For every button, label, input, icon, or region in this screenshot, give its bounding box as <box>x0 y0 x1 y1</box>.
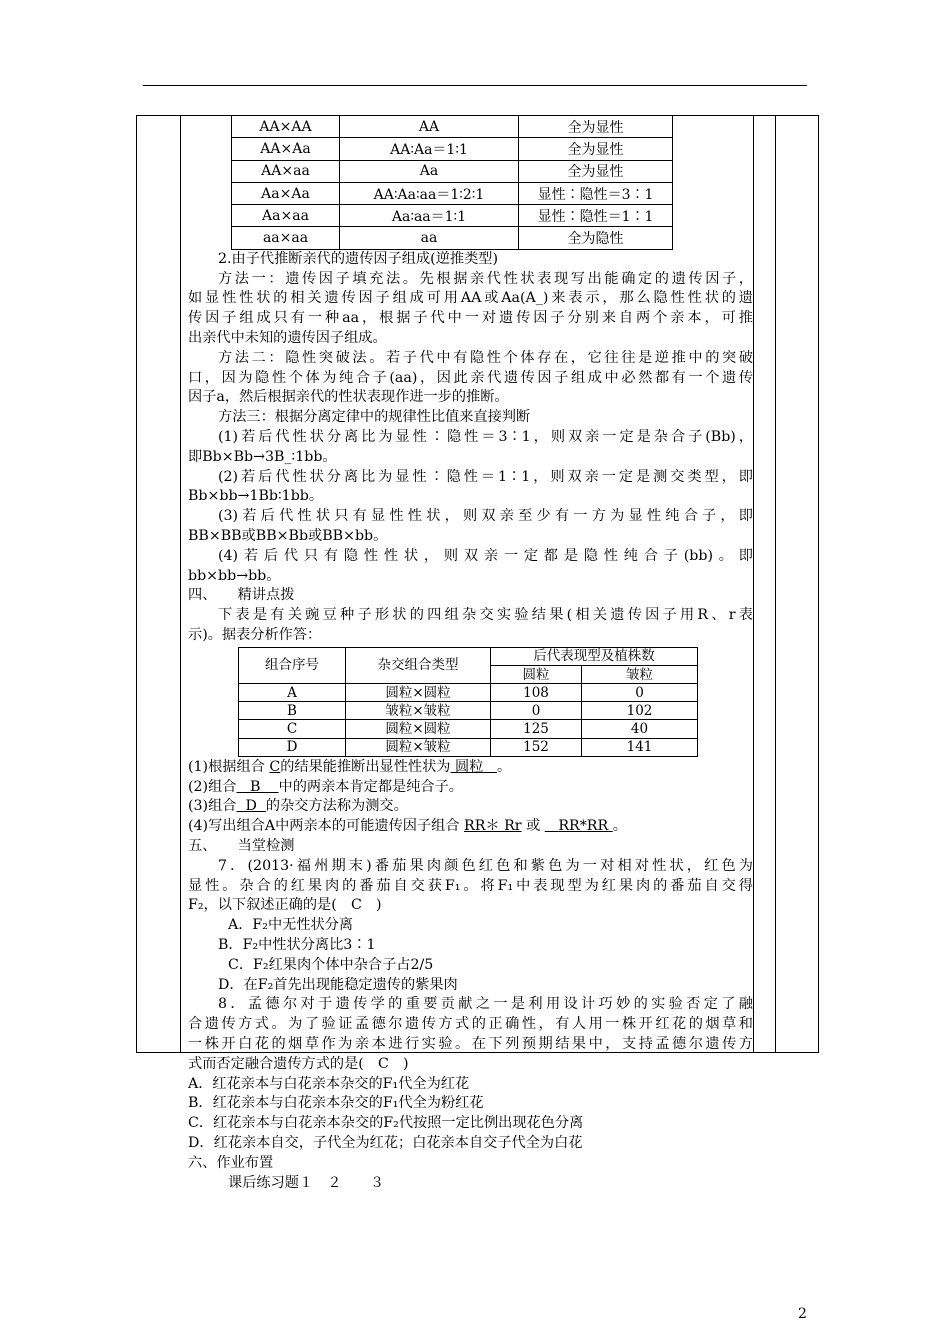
table-row: aa×aa aa 全为隐性 <box>232 227 673 249</box>
paragraph-line: BB×BB或BB×Bb或BB×bb。 <box>188 527 388 544</box>
pea-cross-table <box>238 647 698 757</box>
paragraph-line: 方法三：根据分离定律中的规律性比值来直接判断 <box>218 409 531 426</box>
question-line: F₂，以下叙述正确的是( C ) <box>188 897 382 914</box>
paragraph-line: 口，因为隐性个体为纯合子(aa)，因此亲代遗传因子组成中必然都有一个遗传 <box>188 369 753 386</box>
paragraph-line: 因子a，然后根据亲代的性状表现作进一步的推断。 <box>188 389 509 406</box>
table-row: C 圆粒×圆粒 125 40 <box>239 720 698 738</box>
table-row: B 皱粒×皱粒 0 102 <box>239 702 698 720</box>
option-line: D．红花亲本自交，子代全为红花；白花亲本自交子代全为白花 <box>188 1134 583 1151</box>
option-line: B．红花亲本与白花亲本杂交的F₁代全为粉红花 <box>188 1095 484 1112</box>
section-heading: 五、 当堂检测 <box>188 838 295 855</box>
option-line: B．F₂中性状分离比3∶1 <box>218 937 376 954</box>
paragraph-line: (4)若后代只有隐性性状，则双亲一定都是隐性纯合子(bb)。即 <box>218 547 753 564</box>
answer-blank: 圆粒 <box>455 758 484 775</box>
paragraph-line: 方法二：隐性突破法。若子代中有隐性个体存在，它往往是逆推中的突破 <box>218 349 753 366</box>
table-row: A 圆粒×圆粒 108 0 <box>239 684 698 702</box>
answer-blank: RR*RR <box>558 818 609 835</box>
answer-line: (1)根据组合 C的结果能推断出显性性状为 圆粒 。 <box>188 758 512 775</box>
frame-divider <box>180 116 181 1052</box>
paragraph-line: Bb×bb→1Bb∶1bb。 <box>188 488 324 505</box>
table-row: 圆粒 皱粒 <box>239 665 698 683</box>
table-row: 组合序号 杂交组合类型 后代表现型及植株数 <box>239 647 698 665</box>
table-row: AA×Aa AA∶Aa＝1∶1 全为显性 <box>232 138 673 160</box>
homework-line: 课后练习题１ ２ ３ <box>228 1174 385 1191</box>
paragraph-line: (2)若后代性状分离比为显性∶隐性＝1∶1，则双亲一定是测交类型，即 <box>218 468 753 485</box>
answer-line: (3)组合 D 的杂交方法称为测交。 <box>188 798 408 815</box>
question-line: 8．孟德尔对于遗传学的重要贡献之一是利用设计巧妙的实验否定了融 <box>218 996 753 1013</box>
section-heading: 2.由子代推断亲代的遗传因子组成(逆推类型) <box>218 250 498 267</box>
answer-line: (4)写出组合A中两亲本的可能遗传因子组合 RR＊ Rr 或 RR*RR 。 <box>188 818 627 835</box>
paragraph-line: 下表是有关豌豆种子形状的四组杂交实验结果(相关遗传因子用R、r表 <box>218 607 753 624</box>
answer-blank: B <box>250 778 261 795</box>
question-line: 显性。杂合的红果肉的番茄自交获F₁。将F₁中表现型为红果肉的番茄自交得 <box>188 877 753 894</box>
lesson-content <box>188 115 753 1193</box>
paragraph-line: (1)若后代性状分离比为显性∶隐性＝3∶1，则双亲一定是杂合子(Bb)， <box>218 428 753 445</box>
table-row: D 圆粒×皱粒 152 141 <box>239 738 698 756</box>
frame-divider <box>753 116 754 1052</box>
question-line: 式而否定融合遗传方式的是( C ) <box>188 1055 409 1072</box>
paragraph-line: (3)若后代性状只有显性性状，则双亲至少有一方为显性纯合子，即 <box>218 508 753 525</box>
section-heading: 六、作业布置 <box>188 1154 274 1171</box>
frame-divider <box>775 116 776 1052</box>
header-rule <box>143 85 807 86</box>
option-line: A．F₂中无性状分离 <box>228 917 354 934</box>
option-line: A．红花亲本与白花亲本杂交的F₁代全为红花 <box>188 1075 470 1092</box>
genotype-cross-table <box>231 115 673 250</box>
question-line: 一株开白花的烟草作为亲本进行实验。在下列预期结果中，支持孟德尔遗传方 <box>188 1036 753 1052</box>
section-heading: 四、 精讲点拨 <box>188 587 295 604</box>
option-line: D．在F₂首先出现能稳定遗传的紫果肉 <box>218 976 458 993</box>
answer-line: (2)组合 B 中的两亲本肯定都是纯合子。 <box>188 778 463 795</box>
table-row: Aa×aa Aa∶aa＝1∶1 显性∶隐性＝1∶1 <box>232 205 673 227</box>
question-line: 合遗传方式。为了验证孟德尔遗传方式的正确性，有人用一株开红花的烟草和 <box>188 1016 753 1033</box>
paragraph-line: 出亲代中未知的遗传因子组成。 <box>188 329 387 346</box>
table-row: Aa×Aa AA∶Aa∶aa＝1∶2∶1 显性∶隐性＝3∶1 <box>232 182 673 204</box>
page-number: 2 <box>798 1306 807 1322</box>
paragraph-line: 示)。据表分析作答： <box>188 626 322 643</box>
paragraph-line: 传因子组成只有一种aa，根据子代中一对遗传因子分别来自两个亲本，可推 <box>188 310 753 327</box>
paragraph-line: 方法一：遗传因子填充法。先根据亲代性状表现写出能确定的遗传因子， <box>218 270 753 287</box>
answer-blank: D <box>245 798 257 815</box>
answer-blank: C <box>269 758 281 775</box>
option-line: C．F₂红果肉个体中杂合子占2/5 <box>228 956 434 973</box>
table-row: AA×aa Aa 全为显性 <box>232 160 673 182</box>
option-line: C．红花亲本与白花亲本杂交的F₂代按照一定比例出现花色分离 <box>188 1115 584 1132</box>
paragraph-line: 如显性性状的相关遗传因子组成可用AA或Aa(A_)来表示，那么隐性性状的遗 <box>188 290 753 307</box>
answer-blank: RR＊ Rr <box>464 818 522 835</box>
table-row: AA×AA AA 全为显性 <box>232 116 673 138</box>
paragraph-line: bb×bb→bb。 <box>188 567 281 584</box>
paragraph-line: 即Bb×Bb→3B_∶1bb。 <box>188 448 337 465</box>
question-line: 7．(2013·福州期末)番茄果肉颜色红色和紫色为一对相对性状，红色为 <box>218 857 753 874</box>
